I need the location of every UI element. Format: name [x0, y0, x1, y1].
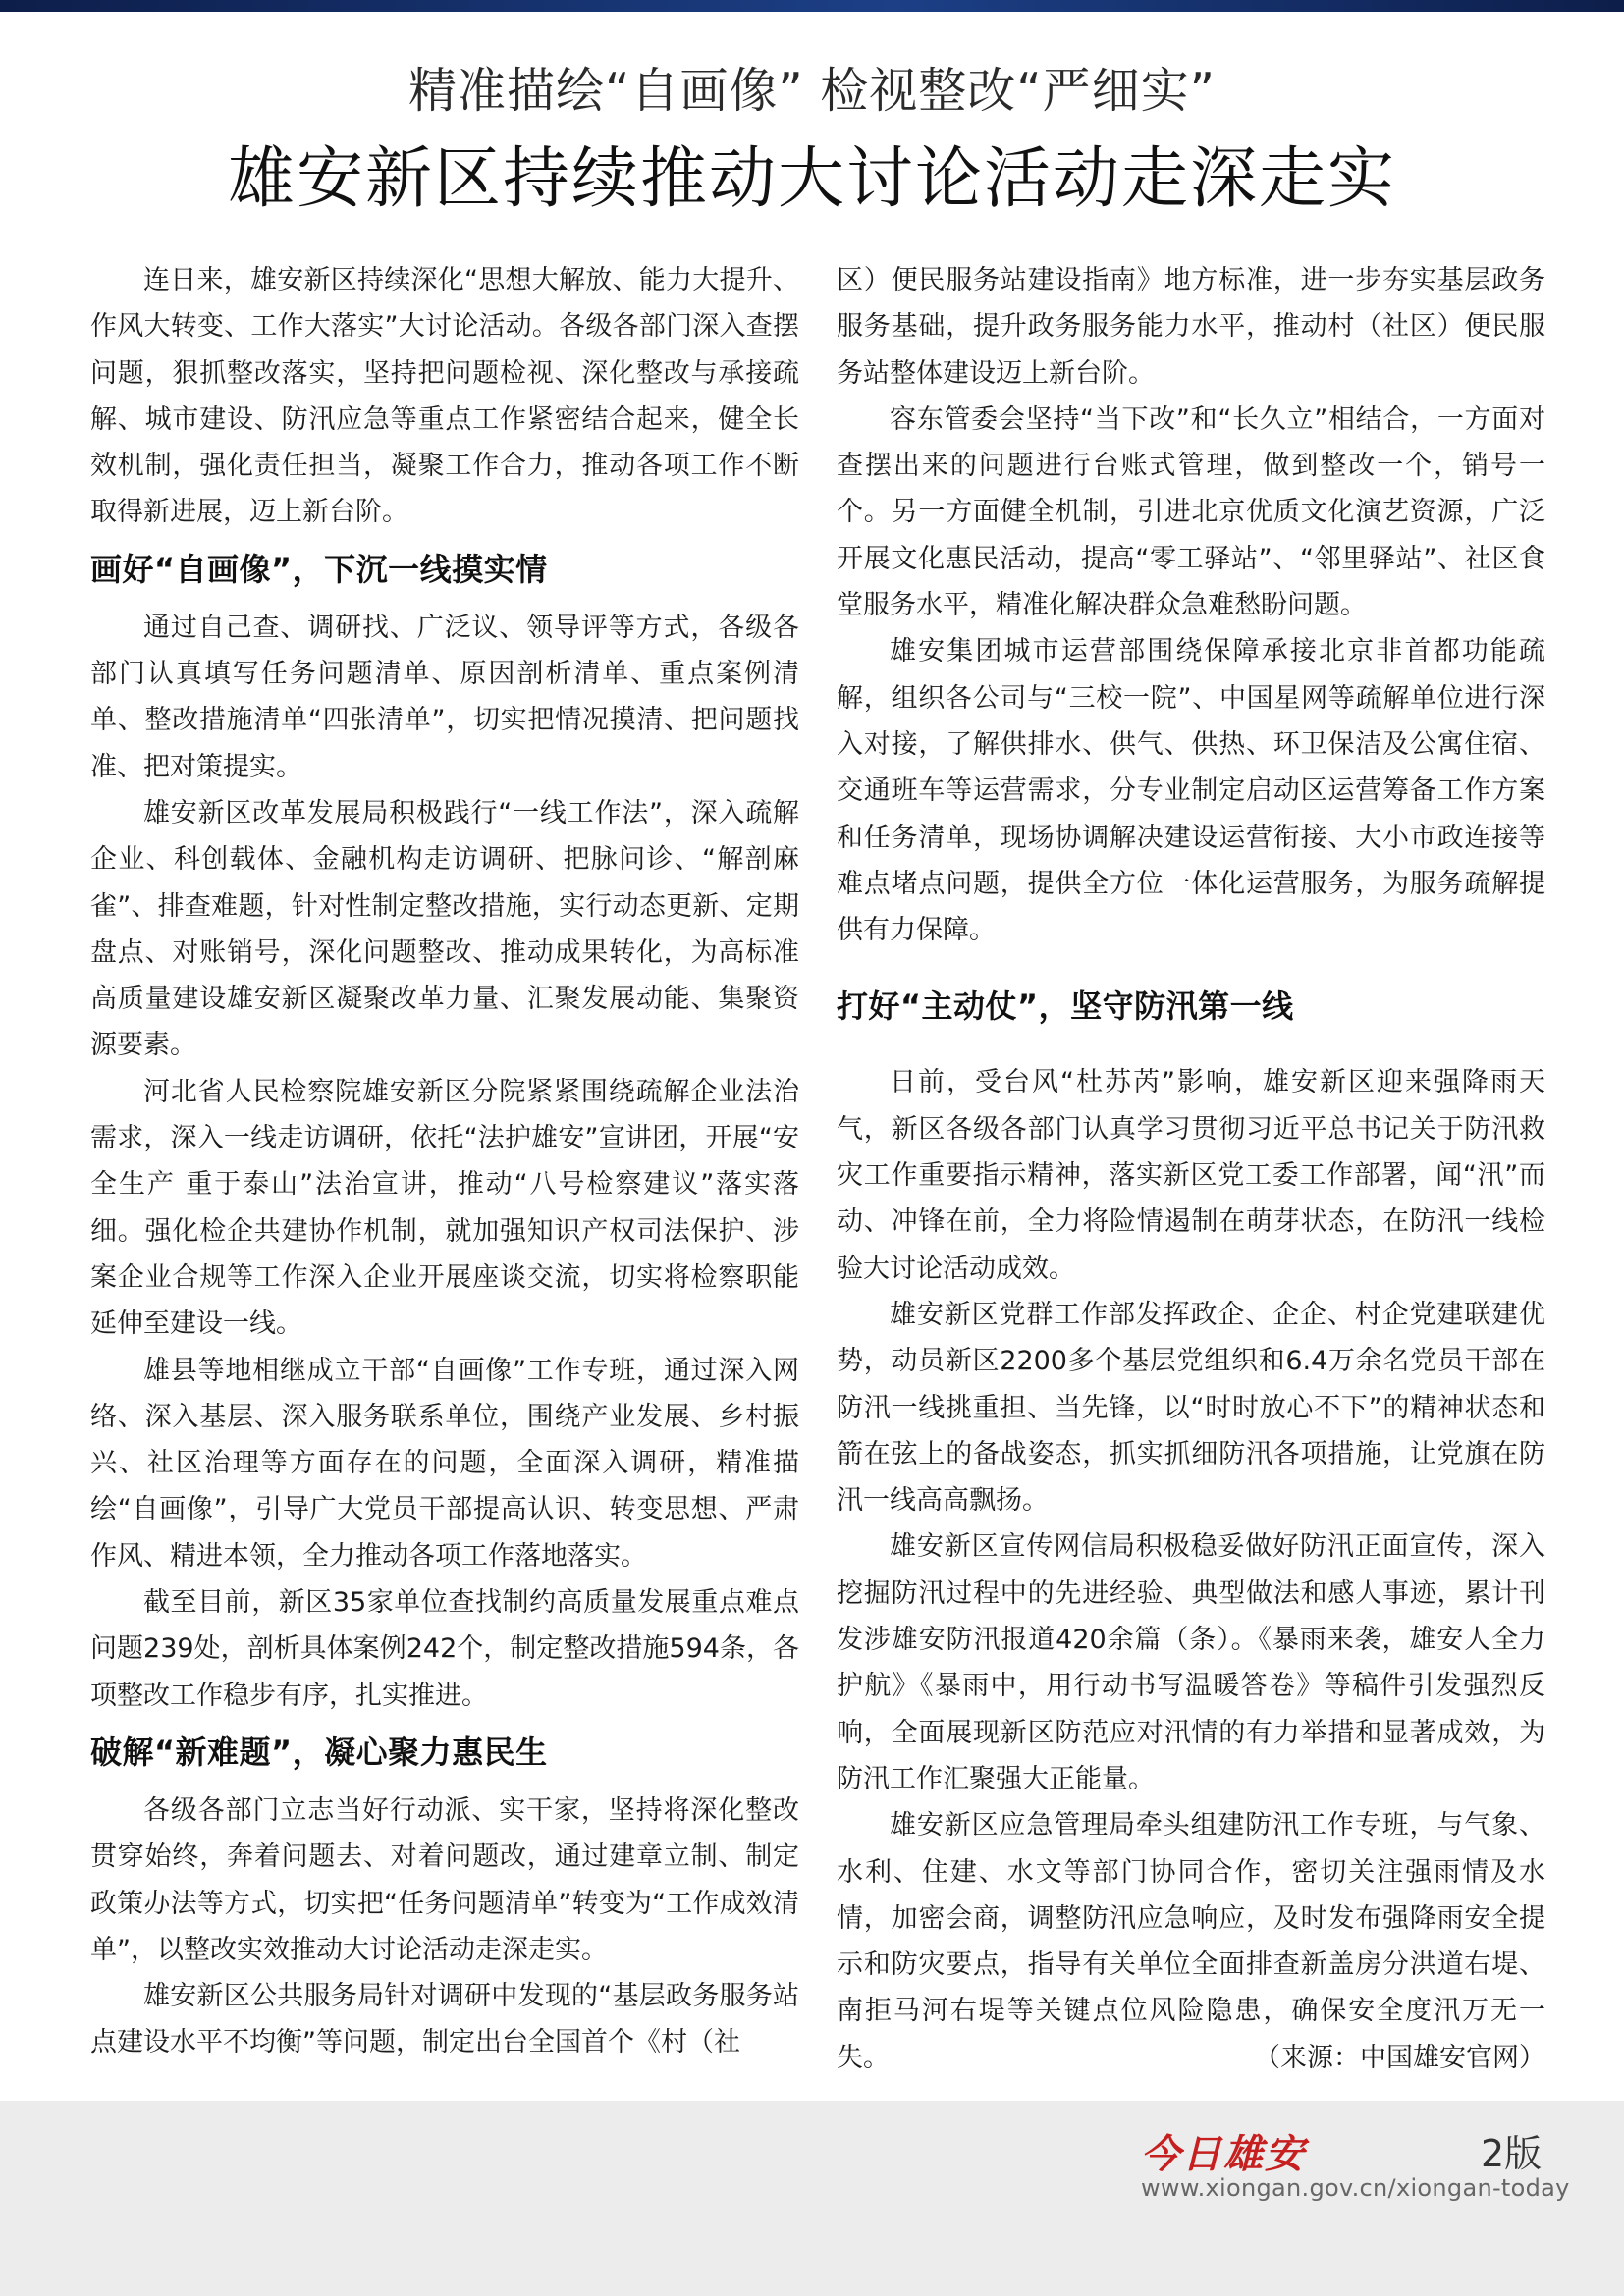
body-paragraph: 各级各部门立志当好行动派、实干家，坚持将深化整改贯穿始终，奔着问题去、对着问题改，通过建章立制、制定政策办法等方式，切实把“任务问题清单”转变为“工作成效清单”，以整改实效推动大讨论活动走深走实。	[90, 1794, 799, 1965]
body-paragraph: 雄安新区宣传网信局积极稳妥做好防汛正面宣传，深入挖掘防汛过程中的先进经验、典型做法和感人事迹，累计刊发涉雄安防汛报道420余篇（条）。《暴雨来袭，雄安人全力护航》《暴雨中，用行动书写温暖答卷》等稿件引发强烈反响，全面展现新区防范应对汛情的有力举措和显著成效，为防汛工作汇聚强大正能量。	[837, 1531, 1545, 1794]
body-paragraph: 雄安新区党群工作部发挥政企、企企、村企党建联建优势，动员新区2200多个基层党组织和6.4万余名党员干部在防汛一线挑重担、当先锋，以“时时放心不下”的精神状态和箭在弦上的备战姿态，抓实抓细防汛各项措施，让党旗在防汛一线高高飘扬。	[837, 1299, 1545, 1517]
left-column	[90, 257, 799, 2066]
top-accent-bar	[0, 0, 1624, 12]
body-paragraph: 河北省人民检察院雄安新区分院紧紧围绕疏解企业法治需求，深入一线走访调研，依托“法护雄安”宣讲团，开展“安全生产 重于泰山”法治宣讲，推动“八号检察建议”落实落细。强化检企共建协作机制，就加强知识产权司法保护、涉案企业合规等工作深入企业开展座谈交流，切实将检察职能延伸至建设一线。	[90, 1076, 799, 1340]
body-paragraph: 雄县等地相继成立干部“自画像”工作专班，通过深入网络、深入基层、深入服务联系单位，围绕产业发展、乡村振兴、社区治理等方面存在的问题，全面深入调研，精准描绘“自画像”，引导广大党员干部提高认识、转变思想、严肃作风、精进本领，全力推动各项工作落地落实。	[90, 1355, 799, 1572]
body-paragraph: 容东管委会坚持“当下改”和“长久立”相结合，一方面对查摆出来的问题进行台账式管理，做到整改一个，销号一个。另一方面健全机制，引进北京优质文化演艺资源，广泛开展文化惠民活动，提高“零工驿站”、“邻里驿站”、社区食堂服务水平，精准化解决群众急难愁盼问题。	[837, 403, 1545, 621]
body-paragraph-text: 雄安新区应急管理局牵头组建防汛工作专班，与气象、水利、住建、水文等部门协同合作，密切关注强雨情及水情，加密会商，调整防汛应急响应，及时发布强降雨安全提示和防灾要点，指导有关单位全面排查新盖房分洪道右堤、南拒马河右堤等关键点位风险隐患，确保安全度汛万无一失。	[837, 1810, 1545, 2073]
body-paragraph: 截至目前，新区35家单位查找制约高质量发展重点难点问题239处，剖析具体案例242个，制定整改措施594条，各项整改工作稳步有序，扎实推进。	[90, 1587, 799, 1711]
section-heading: 破解“新难题”，凝心聚力惠民生	[90, 1733, 548, 1771]
body-paragraph: 雄安集团城市运营部围绕保障承接北京非首都功能疏解，组织各公司与“三校一院”、中国星网等疏解单位进行深入对接，了解供排水、供气、供热、环卫保洁及公寓住宿、交通班车等运营需求，分专业制定启动区运营筹备工作方案和任务清单，现场协调解决建设运营衔接、大小市政连接等难点堵点问题，提供全方位一体化运营服务，为服务疏解提供有力保障。	[837, 636, 1545, 946]
body-paragraph: 雄安新区公共服务局针对调研中发现的“基层政务服务站点建设水平不均衡”等问题，制定出台全国首个《村（社	[90, 1981, 799, 2058]
page-number: 2版	[1481, 2132, 1543, 2175]
masthead-logo: 今日雄安	[1141, 2131, 1306, 2177]
body-paragraph: 日前，受台风“杜苏芮”影响，雄安新区迎来强降雨天气，新区各级各部门认真学习贯彻习近平总书记关于防汛救灾工作重要指示精神，落实新区党工委工作部署，闻“汛”而动、冲锋在前，全力将险情遏制在萌芽状态，在防汛一线检验大讨论活动成效。	[837, 1067, 1545, 1284]
body-paragraph	[837, 1802, 1545, 2081]
article-title: 雄安新区持续推动大讨论活动走深走实	[227, 140, 1396, 218]
body-paragraph: 雄安新区改革发展局积极践行“一线工作法”，深入疏解企业、科创载体、金融机构走访调研、把脉问诊、“解剖麻雀”、排查难题，针对性制定整改措施，实行动态更新、定期盘点、对账销号，深化问题整改、推动成果转化，为高标准高质量建设雄安新区凝聚改革力量、汇聚发展动能、集聚资源要素。	[90, 797, 799, 1061]
body-paragraph-continued: 区）便民服务站建设指南》地方标准，进一步夯实基层政务服务基础，提升政务服务能力水平，推动村（社区）便民服务站整体建设迈上新台阶。	[837, 265, 1545, 389]
source-credit: （来源：中国雄安官网）	[1254, 2042, 1545, 2073]
section-heading: 打好“主动仗”，坚守防汛第一线	[837, 988, 1294, 1026]
section-heading: 画好“自画像”，下沉一线摸实情	[90, 550, 548, 588]
right-column	[837, 257, 1545, 2081]
article-subtitle: 精准描绘“自画像” 检视整改“严细实”	[407, 63, 1217, 119]
site-url: www.xiongan.gov.cn/xiongan-today	[1141, 2174, 1570, 2202]
intro-paragraph: 连日来，雄安新区持续深化“思想大解放、能力大提升、作风大转变、工作大落实”大讨论活动。各级各部门深入查摆问题，狠抓整改落实，坚持把问题检视、深化整改与承接疏解、城市建设、防汛应急等重点工作紧密结合起来，健全长效机制，强化责任担当，凝聚工作合力，推动各项工作不断取得新进展，迈上新台阶。	[90, 265, 799, 528]
body-paragraph: 通过自己查、调研找、广泛议、领导评等方式，各级各部门认真填写任务问题清单、原因剖析清单、重点案例清单、整改措施清单“四张清单”，切实把情况摸清、把问题找准、把对策提实。	[90, 612, 799, 782]
